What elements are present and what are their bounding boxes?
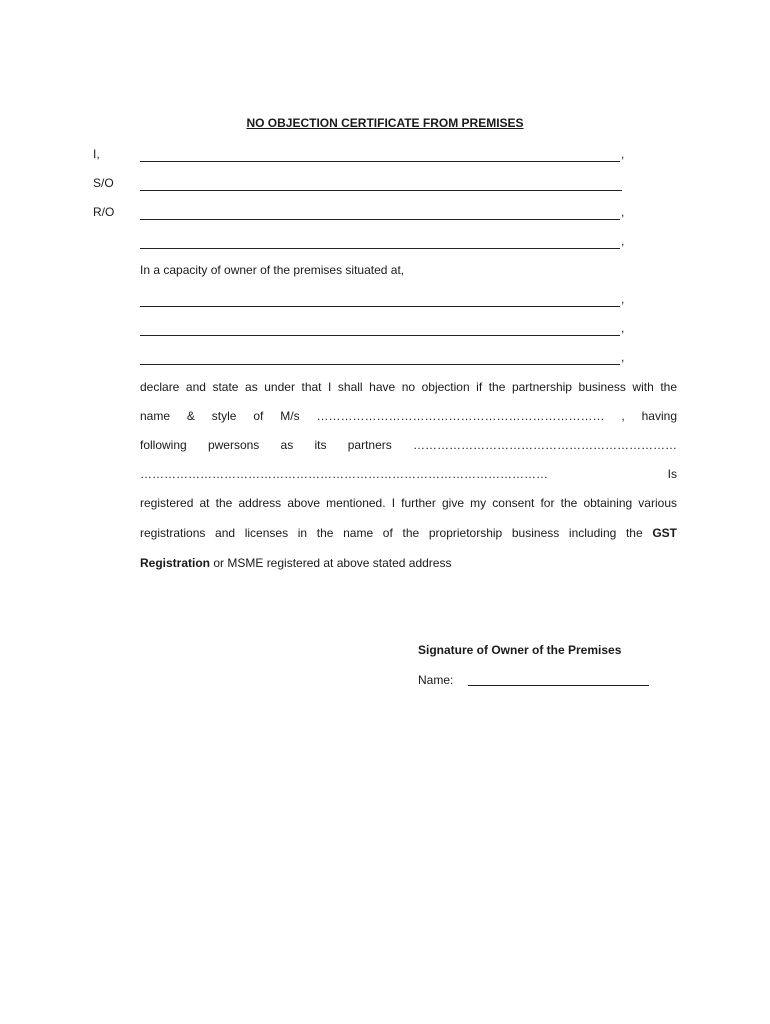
field-row-address-2 — [0, 321, 770, 339]
paragraph-line-3: following pwersons as its partners ………………………………………………………… — [140, 438, 677, 452]
paragraph-line-7-text: or MSME registered at above stated address — [210, 556, 452, 570]
blank-line-i — [140, 147, 620, 162]
signature-title: Signature of Owner of the Premises — [418, 643, 622, 657]
field-row-address-3 — [0, 350, 770, 368]
paragraph-line-7 — [140, 556, 451, 570]
paragraph-line-1: declare and state as under that I shall have no objection if the partnership business with the — [140, 380, 677, 394]
registration-bold-text: Registration — [140, 556, 211, 570]
document-title: NO OBJECTION CERTIFICATE FROM PREMISES — [246, 116, 524, 130]
blank-line-ro — [140, 205, 620, 220]
paragraph-line-6 — [140, 526, 677, 540]
paragraph-line-2: name & style of M/s ……………………………………………………………… , having — [140, 409, 677, 423]
name-label: Name: — [418, 673, 454, 687]
comma: , — [621, 205, 625, 219]
field-row-address-1 — [0, 292, 770, 310]
blank-line-address-1 — [140, 292, 620, 307]
paragraph-line-5: registered at the address above mentioned. I further give my consent for the obtaining various — [140, 496, 677, 510]
comma: , — [621, 321, 625, 335]
field-row-ro — [0, 205, 770, 223]
field-row-i — [0, 147, 770, 165]
blank-line-so — [140, 176, 622, 191]
field-row-ro-2 — [0, 234, 770, 252]
capacity-text: In a capacity of owner of the premises situated at, — [140, 263, 405, 277]
blank-line-address-2 — [140, 321, 620, 336]
label-so: S/O — [93, 176, 114, 190]
comma: , — [621, 147, 625, 161]
gst-bold-text: GST — [652, 526, 677, 540]
field-row-so — [0, 176, 770, 194]
comma: , — [621, 292, 625, 306]
paragraph-line-4: ………………………………………………………………………………………… Is — [140, 467, 677, 481]
comma: , — [621, 350, 625, 364]
label-i: I, — [93, 147, 100, 161]
name-blank-line — [468, 672, 649, 686]
label-ro: R/O — [93, 205, 115, 219]
comma: , — [621, 234, 625, 248]
blank-line-ro-2 — [140, 234, 620, 249]
paragraph-line-6-text: registrations and licenses in the name of the proprietorship business including the — [140, 526, 653, 540]
blank-line-address-3 — [140, 350, 620, 365]
